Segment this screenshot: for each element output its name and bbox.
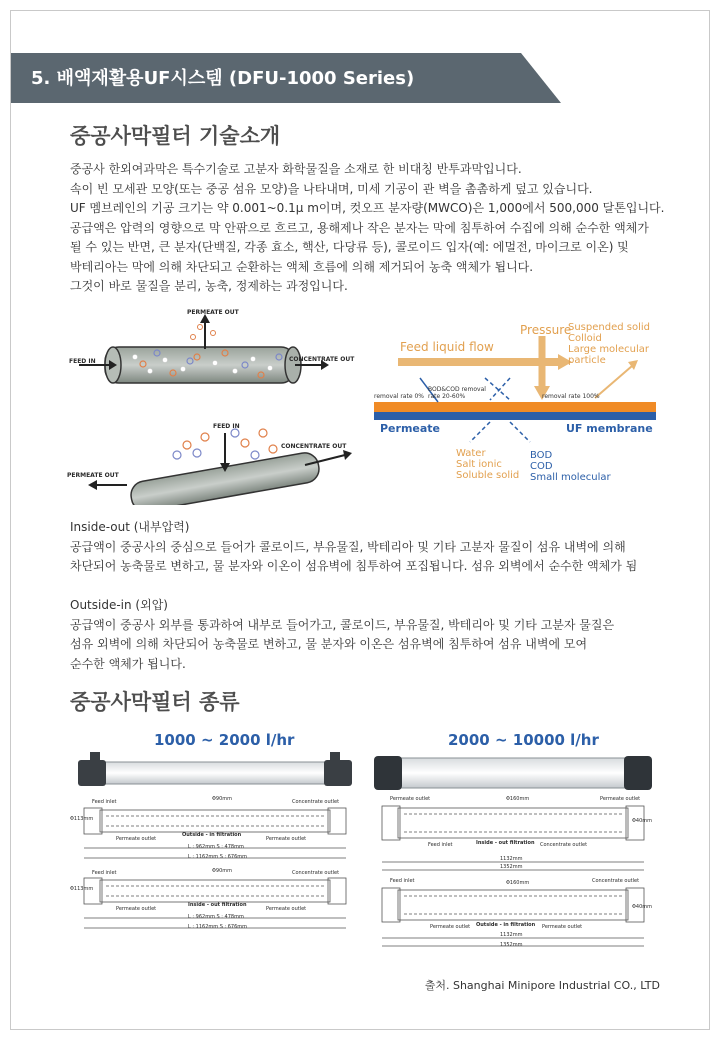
feed-inlet-label: Feed inlet [92, 799, 117, 805]
dimension-label: 1132mm [500, 932, 523, 938]
passed-left-list: Water Salt ionic Soluble solid [456, 448, 520, 481]
filtration-mode-label: Inside - out filtration [188, 902, 247, 908]
diameter-label: Φ160mm [506, 796, 530, 802]
outside-in-line: 순수한 액체가 됩니다. [70, 656, 186, 671]
permeate-outlet-label: Permeate outlet [600, 796, 641, 802]
diameter-label: Φ113mm [70, 816, 94, 822]
left-flow-range: 1000 ~ 2000 l/hr [154, 731, 295, 749]
filtration-mode-label: Inside - out filtration [476, 840, 535, 846]
diameter-label: Φ90mm [212, 868, 233, 874]
intro-line: 중공사 한외여과막은 특수기술로 고분자 화학물질을 소재로 한 비대칭 반투과막입니다. [70, 162, 522, 176]
intro-line: 될 수 있는 반면, 큰 분자(단백질, 각종 효소, 핵산, 다당류 등), 콜로이드 입자(예: 에멀전, 마이크로 이온) 및 [70, 240, 629, 254]
dimension-label: L : 962mm S : 478mm [188, 844, 244, 850]
uf-membrane-diagram [370, 318, 660, 498]
feed-in-label: FEED IN [213, 423, 240, 430]
section-title-intro: 중공사막필터 기술소개 [70, 124, 281, 148]
dimension-label: L : 1162mm S : 676mm [188, 924, 248, 930]
inside-out-line: 공급액이 중공사의 중심으로 들어가 콜로이드, 부유물질, 박테리아 및 기타 고분자 물질이 섬유 내벽에 의해 [70, 539, 626, 554]
permeate-outlet-label: Permeate outlet [266, 906, 307, 912]
intro-line: 박테리아는 막에 의해 차단되고 순환하는 액체 흐름에 의해 제거되어 농축 액체가 됩니다. [70, 259, 534, 274]
dimension-label: L : 962mm S : 478mm [188, 914, 244, 920]
right-flow-range: 2000 ~ 10000 l/hr [448, 731, 599, 749]
outside-in-line: 섬유 외벽에 의해 차단되어 농축물로 변하고, 물 분자와 이온은 섬유벽에 침투하여 섬유 내벽에 모여 [70, 637, 588, 651]
dimension-label: 1132mm [500, 856, 523, 862]
outside-in-line: 공급액이 중공사 외부를 통과하여 내부로 들어가고, 콜로이드, 부유물질, 박테리아 및 기타 고분자 물질은 [70, 617, 615, 632]
inside-out-section [70, 518, 670, 577]
intro-paragraph [70, 160, 670, 297]
feed-flow-label: Feed liquid flow [400, 340, 494, 354]
dimension-label: 1352mm [500, 864, 523, 870]
permeate-outlet-label: Permeate outlet [116, 906, 157, 912]
dimension-label: 1352mm [500, 942, 523, 948]
concentrate-out-label: CONCENTRATE OUT [281, 443, 347, 450]
feed-inlet-label: Feed inlet [92, 870, 117, 876]
filtration-mode-label: Outside - in filtration [182, 832, 242, 838]
diameter-label: Φ40mm [632, 904, 653, 910]
concentrate-outlet-label: Concentrate outlet [540, 842, 588, 848]
intro-line: UF 멤브레인의 기공 크기는 약 0.001~0.1μ m이며, 컷오프 분자량(MWCO)은 1,000에서 500,000 달톤입니다. [70, 201, 665, 215]
intro-line: 속이 빈 모세관 모양(또는 중공 섬유 모양)을 나타내며, 미세 기공이 관 벽을 촘촘하게 덮고 있습니다. [70, 181, 593, 196]
header-title: 5. 배액재활용UF시스템 (DFU-1000 Series) [31, 68, 415, 89]
permeate-out-label: PERMEATE OUT [187, 309, 239, 316]
passed-right-list: BOD COD Small molecular [530, 450, 611, 483]
diameter-label: Φ160mm [506, 880, 530, 886]
permeate-out-label: PERMEATE OUT [67, 472, 119, 479]
left-product-drawings [70, 752, 360, 952]
intro-line: 그것이 바로 물질을 분리, 농축, 정제하는 과정입니다. [70, 279, 348, 293]
feed-inlet-label: Feed inlet [390, 878, 415, 884]
concentrate-outlet-label: Concentrate outlet [292, 870, 340, 876]
diameter-label: Φ113mm [70, 886, 94, 892]
hollow-fiber-flow-diagram [65, 305, 365, 505]
concentrate-outlet-label: Concentrate outlet [592, 878, 640, 884]
removal-100-label: removal rate 100% [542, 393, 600, 400]
filtration-mode-label: Outside - in filtration [476, 922, 536, 928]
bod-removal-label: BOD&COD removal rate 20-60% [428, 386, 486, 400]
right-product-drawings [368, 752, 658, 962]
section-title-types: 중공사막필터 종류 [70, 690, 240, 714]
outside-in-title: Outside-in (외압) [70, 598, 168, 612]
inside-out-line: 차단되어 농축물로 변하고, 물 분자와 이온이 섬유벽에 침투하여 포집됩니다. 섬유 외벽에서 순수한 액체가 됨 [70, 559, 638, 573]
pressure-label: Pressure [520, 323, 572, 337]
concentrate-outlet-label: Concentrate outlet [292, 799, 340, 805]
permeate-outlet-label: Permeate outlet [390, 796, 431, 802]
intro-line: 공급액은 압력의 영향으로 막 안팎으로 흐르고, 용해제나 작은 분자는 막에 침투하여 수집에 의해 순수한 액체가 [70, 220, 649, 235]
feed-in-label: FEED IN [69, 358, 96, 365]
diameter-label: Φ90mm [212, 796, 233, 802]
dimension-label: L : 1162mm S : 676mm [188, 854, 248, 860]
diameter-label: Φ40mm [632, 818, 653, 824]
permeate-outlet-label: Permeate outlet [542, 924, 583, 930]
permeate-outlet-label: Permeate outlet [266, 836, 307, 842]
feed-inlet-label: Feed inlet [428, 842, 453, 848]
outside-in-section [70, 596, 670, 674]
permeate-outlet-label: Permeate outlet [430, 924, 471, 930]
source-credit: 출처. Shanghai Minipore Industrial CO., LTD [424, 979, 660, 992]
permeate-label: Permeate [380, 422, 441, 435]
uf-membrane-label: UF membrane [566, 422, 653, 435]
retained-list: Suspended solid Colloid Large molecular particle [568, 322, 650, 366]
concentrate-out-label: CONCENTRATE OUT [289, 356, 355, 363]
inside-out-title: Inside-out (내부압력) [70, 520, 190, 534]
removal-0-label: removal rate 0% [374, 393, 424, 400]
permeate-outlet-label: Permeate outlet [116, 836, 157, 842]
